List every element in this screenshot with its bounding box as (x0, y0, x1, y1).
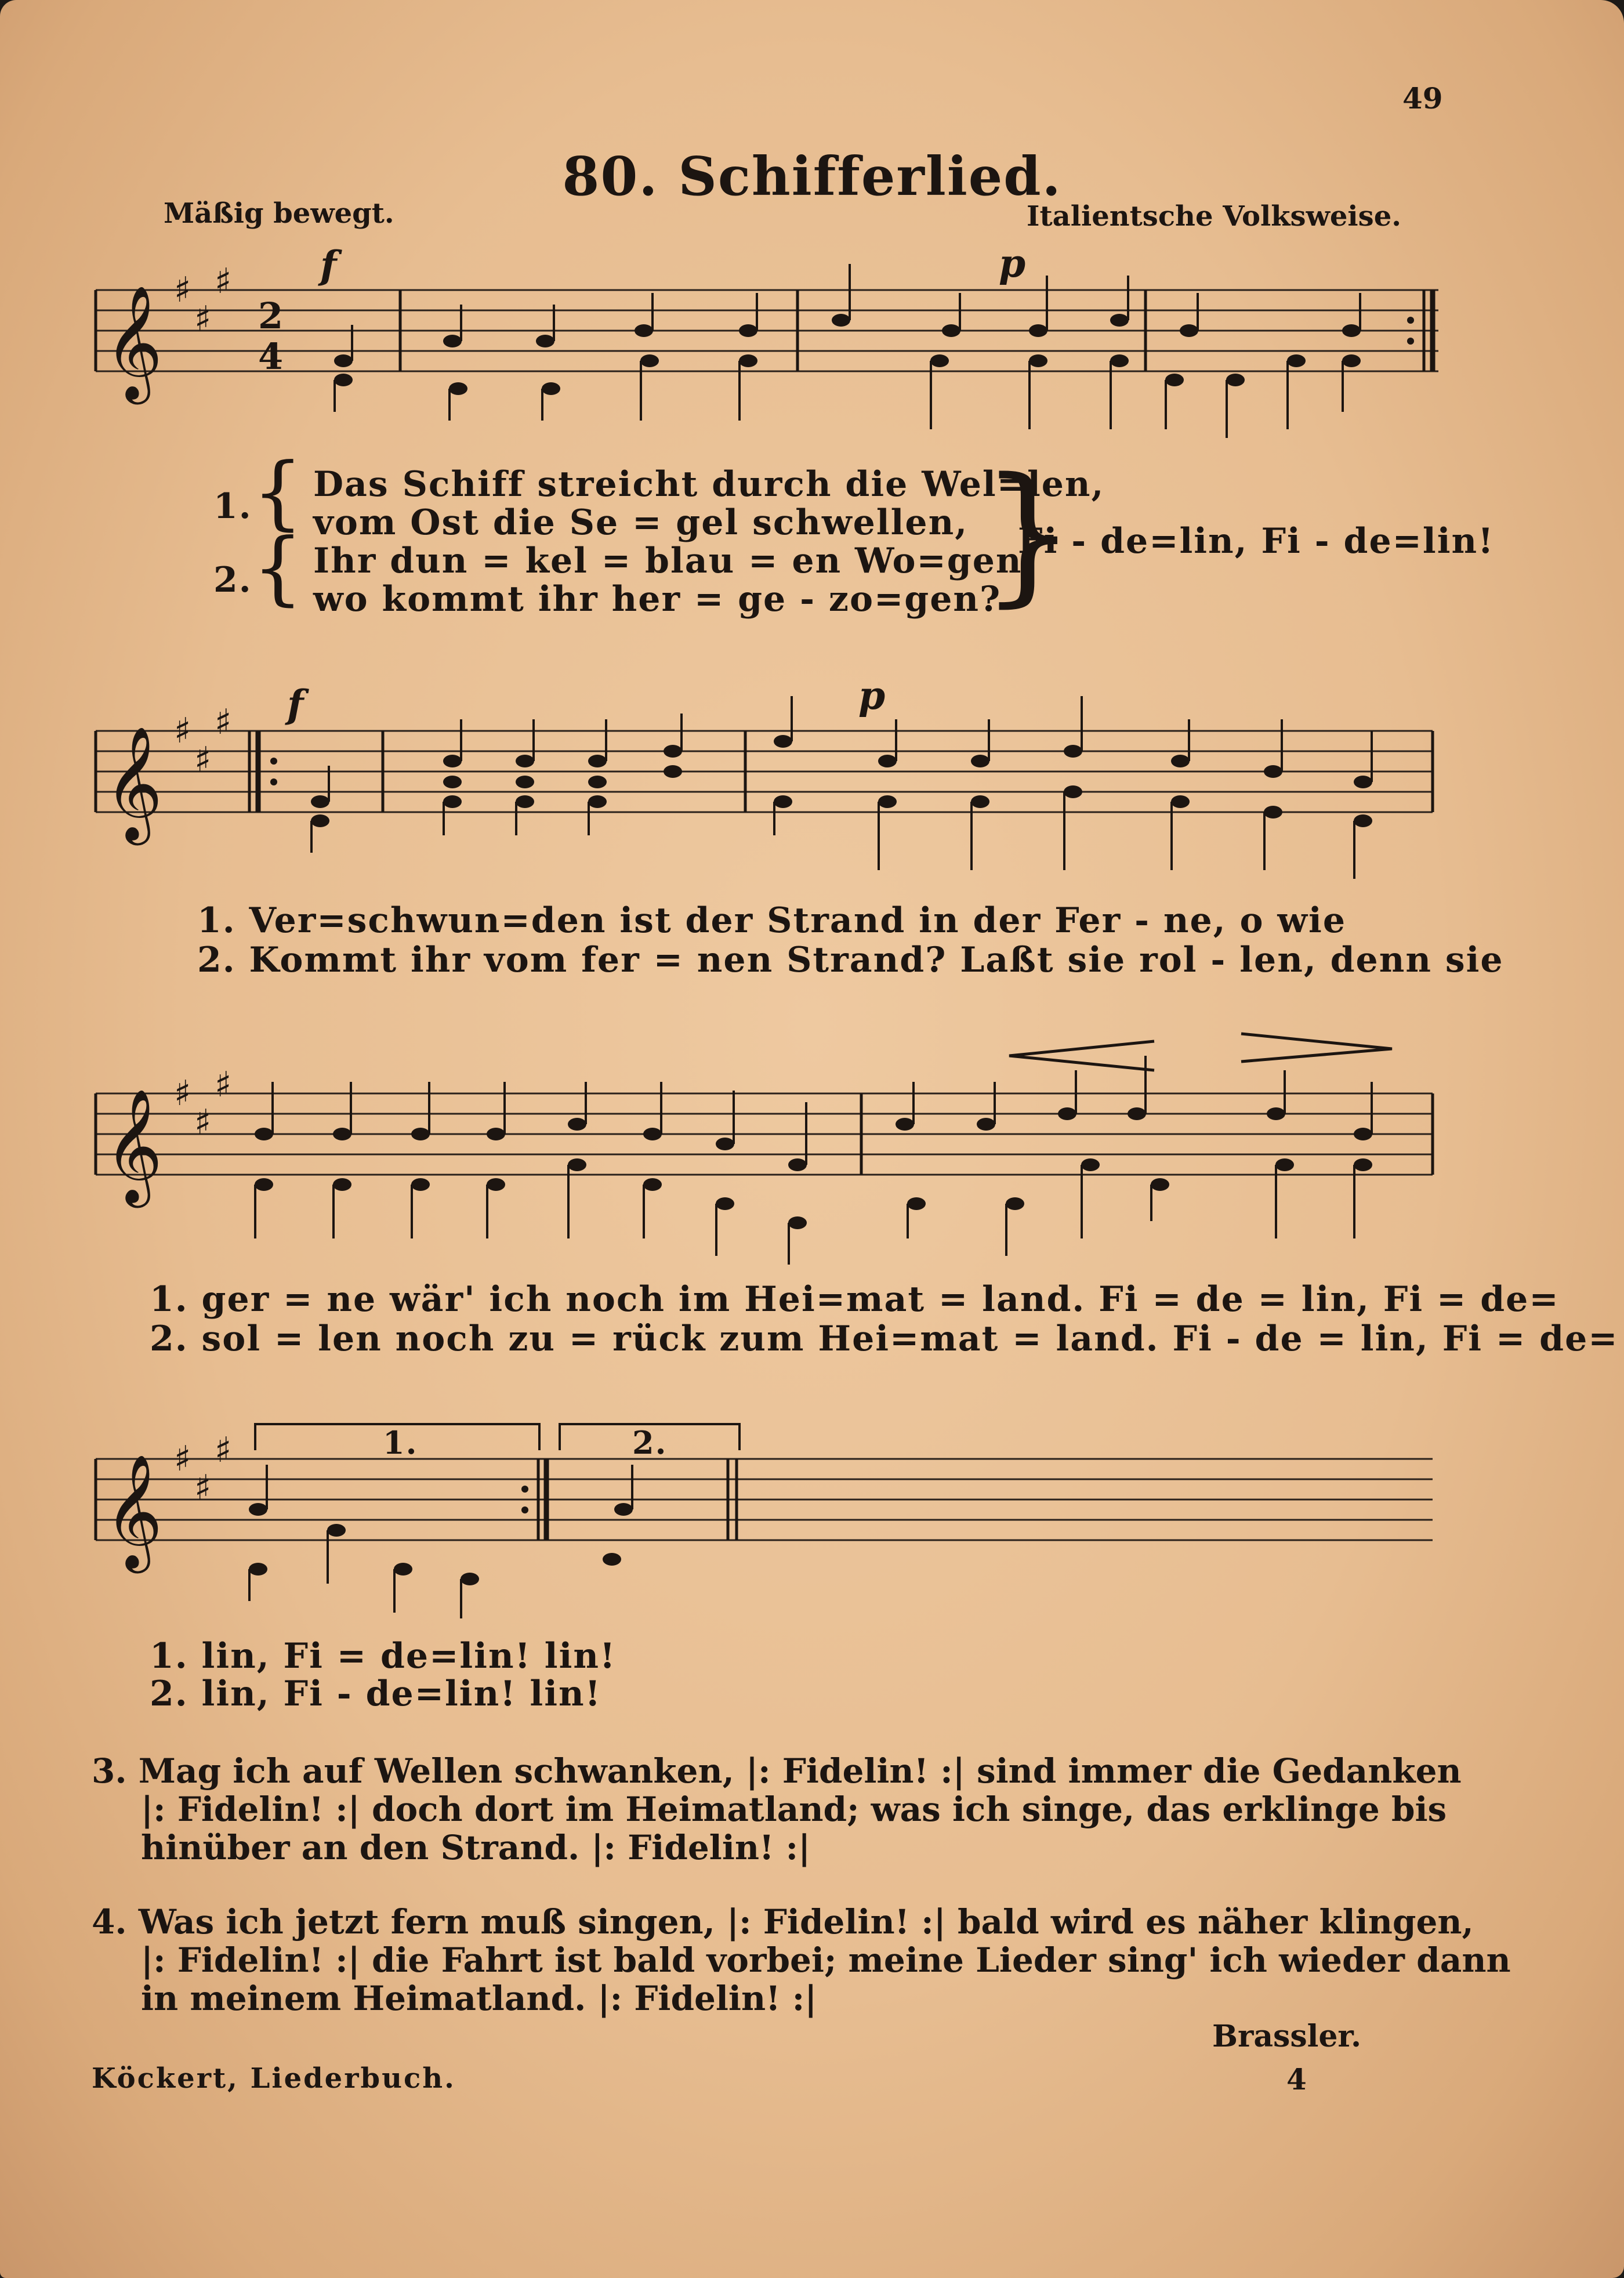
refrain-text: Fi - de=lin, Fi - de=lin! (1018, 521, 1495, 562)
verse-line: in meinem Heimatland. |: Fidelin! :| (141, 1979, 817, 2018)
treble-clef-icon: 𝄞 (104, 1088, 163, 1203)
svg-text:2: 2 (258, 295, 284, 337)
left-brace-icon: { (252, 446, 303, 539)
composer-credit: Italientsche Volksweise. (1027, 200, 1401, 233)
svg-text:♯: ♯ (194, 1468, 212, 1508)
verse-line: Was ich jetzt fern muß singen, |: Fidelin! :| bald wird es näher klingen, (138, 1902, 1474, 1942)
verse-number: 4. (92, 1902, 127, 1942)
svg-text:♯: ♯ (215, 702, 232, 743)
page-number: 49 (1402, 81, 1443, 115)
lyric-line: vom Ost die Se = gel schwellen, (313, 502, 969, 543)
dynamic-forte: f (320, 242, 337, 288)
svg-text:♯: ♯ (215, 1430, 232, 1471)
svg-text:♯: ♯ (174, 711, 191, 751)
verse-number: 3. (92, 1751, 127, 1791)
svg-text:♯: ♯ (194, 299, 212, 339)
lyric-line: 1. Ver=schwun=den ist der Strand in der Fer - ne, o wie (197, 900, 1346, 941)
verse-number: 2. (213, 560, 252, 600)
verse-line: |: Fidelin! :| die Fahrt ist bald vorbei; meine Lieder sing' ich wieder dann (141, 1940, 1511, 1980)
lyric-line: 1. lin, Fi = de=lin! lin! (150, 1636, 617, 1676)
lyric-line: 1. ger = ne wär' ich noch im Hei=mat = land. Fi = de = lin, Fi = de= (150, 1279, 1560, 1320)
lyric-line: 2. lin, Fi - de=lin! lin! (150, 1674, 601, 1714)
svg-text:♯: ♯ (215, 261, 232, 302)
key-signature-icon (174, 1430, 231, 1508)
treble-clef-icon: 𝄞 (104, 285, 163, 400)
svg-text:4: 4 (258, 335, 284, 378)
svg-text:♯: ♯ (194, 740, 212, 780)
right-brace-icon: } (980, 446, 1076, 621)
lyricist-credit: Brassler. (1212, 2019, 1362, 2054)
lyric-line: wo kommt ihr her = ge - zo=gen? (313, 579, 1002, 620)
tempo-marking: Mäßig bewegt. (164, 197, 394, 230)
song-title: 80. Schifferlied. (562, 145, 1062, 208)
lyric-line: 2. Kommt ihr vom fer = nen Strand? Laßt sie rol - len, denn sie (197, 940, 1504, 980)
lyric-line: Ihr dun = kel = blau = en Wo=gen, (313, 541, 1036, 581)
notes-upper (249, 1465, 633, 1516)
lyric-line: Das Schiff streicht durch die Wel=len, (313, 464, 1105, 505)
dynamic-piano: p (999, 241, 1026, 286)
dynamic-piano: p (858, 673, 886, 718)
svg-text:♯: ♯ (194, 1102, 212, 1143)
treble-clef-icon: 𝄞 (104, 726, 163, 841)
footer-book-title: Köckert, Liederbuch. (92, 2062, 456, 2095)
treble-clef-icon: 𝄞 (104, 1454, 163, 1569)
volta-second-label: 2. (632, 1424, 668, 1461)
verse-line: hinüber an den Strand. |: Fidelin! :| (141, 1828, 811, 1867)
svg-text:♯: ♯ (174, 270, 191, 310)
verse-3 (92, 1752, 1462, 1867)
footer-signature: 4 (1286, 2062, 1307, 2096)
verse-4 (92, 1903, 1511, 2018)
lyric-line: 2. sol = len noch zu = rück zum Hei=mat = land. Fi - de = lin, Fi = de= (150, 1319, 1619, 1359)
svg-text:♯: ♯ (215, 1064, 232, 1105)
left-brace-icon: { (252, 521, 303, 614)
notes-lower (249, 1524, 621, 1618)
svg-text:♯: ♯ (174, 1073, 191, 1114)
verse-line: Mag ich auf Wellen schwanken, |: Fidelin! :| sind immer die Gedanken (138, 1751, 1462, 1791)
svg-text:♯: ♯ (174, 1439, 191, 1479)
verse-line: |: Fidelin! :| doch dort im Heimatland; was ich singe, das erklinge bis (141, 1790, 1447, 1829)
verse-number: 1. (213, 486, 252, 527)
volta-first-label: 1. (383, 1424, 418, 1461)
dynamic-forte: f (287, 682, 304, 727)
